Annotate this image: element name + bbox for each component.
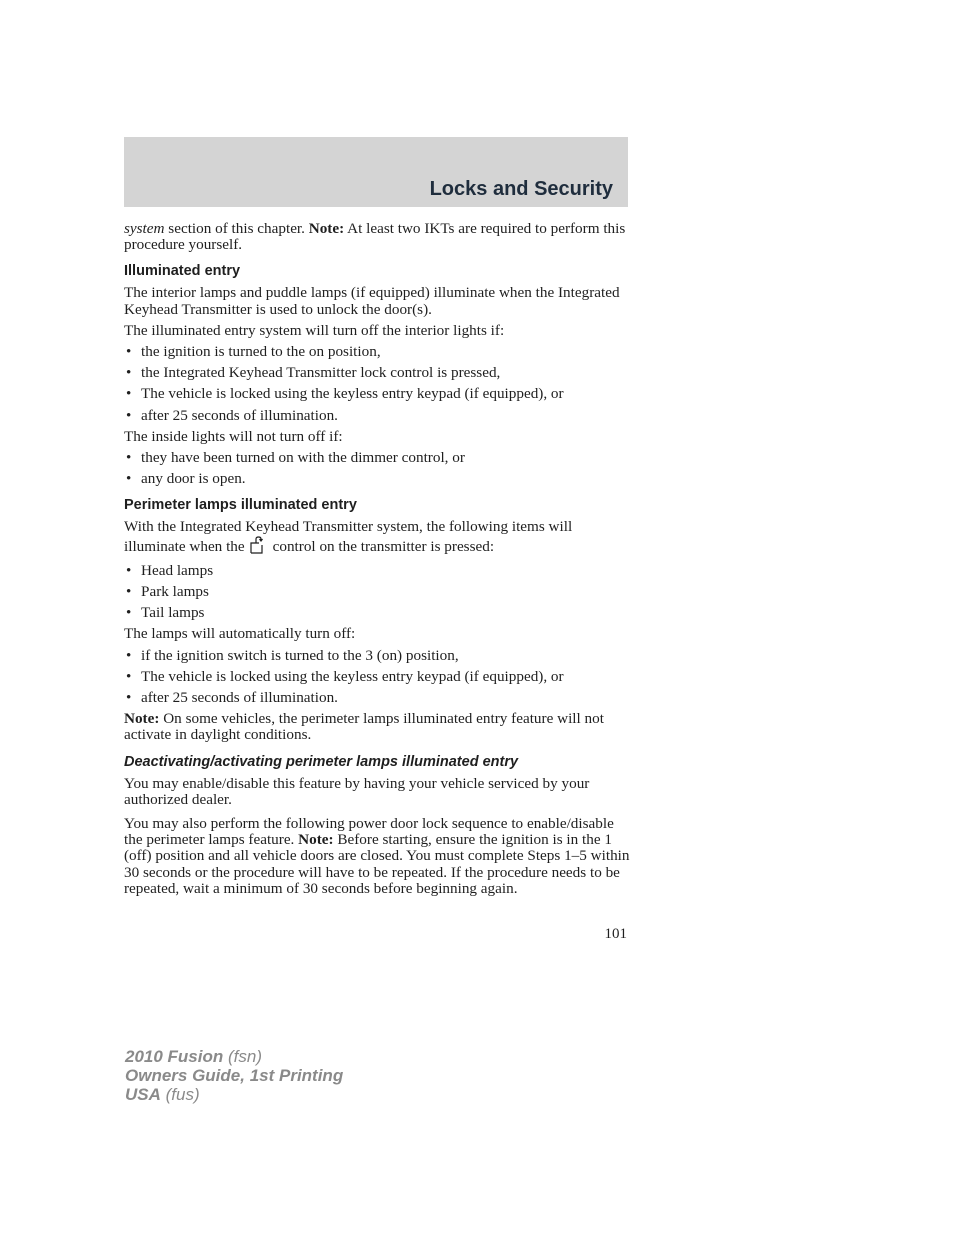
perimeter-note <box>124 711 630 743</box>
footer-line-2 <box>125 1066 343 1085</box>
deactivating-heading: Deactivating/activating perimeter lamps illuminated entry <box>124 753 519 770</box>
list-item: • the ignition is turned to the on position, <box>124 344 630 360</box>
illuminated-entry-heading: Illuminated entry <box>124 263 241 280</box>
list-item: • any door is open. <box>124 471 630 487</box>
transmitter-unlock-icon <box>249 536 265 558</box>
list-item: • Head lamps <box>124 563 630 579</box>
list-item: • after 25 seconds of illumination. <box>124 690 630 706</box>
document-footer <box>125 1047 343 1104</box>
perimeter-lamps-list <box>124 563 630 622</box>
section-title: Locks and Security <box>429 178 613 200</box>
perimeter-para-1-b: control on the transmitter is pressed: <box>272 537 495 555</box>
deactivating-para-2 <box>124 816 630 897</box>
footer-market: USA <box>125 1085 161 1104</box>
illuminated-not-off-list <box>124 450 630 487</box>
perimeter-heading: Perimeter lamps illuminated entry <box>124 497 357 514</box>
illuminated-off-list <box>124 344 630 424</box>
footer-model-code: (fsn) <box>223 1047 262 1066</box>
footer-line-3 <box>125 1085 343 1104</box>
deactivating-para-1: You may enable/disable this feature by having your vehicle serviced by your authorized dealer. <box>124 774 590 808</box>
footer-market-code: (fus) <box>160 1085 200 1104</box>
intro-paragraph <box>124 221 630 253</box>
deactivating-para-2-a: You may also perform the following power door lock sequence to enable/disable the perimeter lamps feature. <box>124 815 614 849</box>
list-item: • the Integrated Keyhead Transmitter lock control is pressed, <box>124 365 630 381</box>
perimeter-para-1 <box>124 519 630 557</box>
list-item: • they have been turned on with the dimmer control, or <box>124 450 630 466</box>
list-item: • Tail lamps <box>124 605 630 621</box>
intro-italic-term: system <box>124 220 165 237</box>
section-header-band <box>124 137 628 207</box>
list-item: • The vehicle is locked using the keyless entry keypad (if equipped), or <box>124 386 630 402</box>
footer-model: 2010 Fusion <box>125 1047 224 1066</box>
illuminated-entry-para-3: The inside lights will not turn off if: <box>124 427 343 445</box>
deactivating-para-2-b: Before starting, ensure the ignition is in the 1 (off) position and all vehicle doors are closed. You must complete Steps 1–5 within 30 seconds or the procedure will have to be repeated. If the procedure needs to be repeated, wait a minimum of 30 seconds before beginning again. <box>124 831 630 897</box>
intro-note-label: Note: <box>308 220 345 237</box>
intro-text-1: section of this chapter. <box>164 220 309 237</box>
perimeter-note-text: On some vehicles, the perimeter lamps illuminated entry feature will not activate in daylight conditions. <box>124 710 604 744</box>
illuminated-entry-para-1: The interior lamps and puddle lamps (if equipped) illuminate when the Integrated Keyhead Transmitter is used to unlock the door(s). <box>124 284 620 318</box>
deactivating-note-label: Note: <box>298 831 334 849</box>
footer-guide: Owners Guide, 1st Printing <box>125 1066 344 1085</box>
page-content <box>124 221 630 902</box>
perimeter-para-2: The lamps will automatically turn off: <box>124 625 356 643</box>
list-item: • Park lamps <box>124 584 630 600</box>
page-number: 101 <box>604 926 627 942</box>
perimeter-note-label: Note: <box>124 710 160 728</box>
list-item: • after 25 seconds of illumination. <box>124 408 630 424</box>
intro-text-2: At least two IKTs are required to perform this procedure yourself. <box>124 220 626 254</box>
illuminated-entry-para-2: The illuminated entry system will turn off the interior lights if: <box>124 321 505 339</box>
perimeter-para-1-a: With the Integrated Keyhead Transmitter system, the following items will illuminate when the <box>124 518 573 555</box>
list-item: • The vehicle is locked using the keyless entry keypad (if equipped), or <box>124 669 630 685</box>
list-item: • if the ignition switch is turned to the 3 (on) position, <box>124 648 630 664</box>
footer-line-1 <box>125 1047 343 1066</box>
perimeter-off-list <box>124 648 630 707</box>
